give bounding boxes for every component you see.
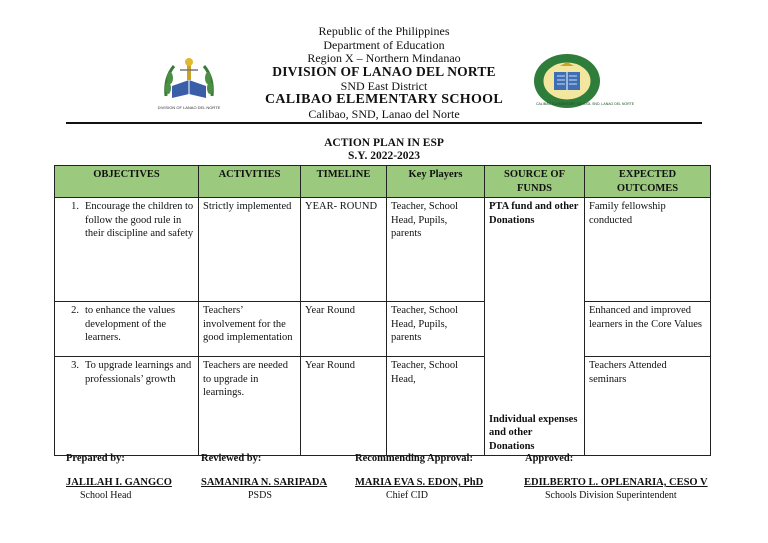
- outcome-cell: Enhanced and improved learners in the Core Values: [585, 302, 711, 357]
- prepared-by-position: School Head: [80, 490, 132, 501]
- activity-cell: Teachers’ involvement for the good implementation: [199, 302, 301, 357]
- recommending-approval-name: MARIA EVA S. EDON, PhD: [355, 477, 484, 488]
- outcome-cell: Family fellowship conducted: [585, 198, 711, 302]
- header-divider: [66, 122, 702, 124]
- objective-text: to enhance the values development of the learners.: [85, 305, 176, 343]
- timeline-cell: YEAR- ROUND: [301, 198, 387, 302]
- objective-text: To upgrade learnings and professionals’ growth: [85, 360, 192, 385]
- reviewed-by-position: PSDS: [248, 490, 272, 501]
- timeline-cell: Year Round: [301, 357, 387, 456]
- source-of-funds-cell: [485, 198, 585, 456]
- district-line: SND East District: [340, 79, 428, 93]
- key-players-cell: Teacher, School Head, Pupils, parents: [387, 198, 485, 302]
- school-year: S.Y. 2022-2023: [347, 150, 421, 162]
- row-number: 3.: [71, 360, 79, 371]
- row-number: 2.: [71, 305, 79, 316]
- school-address: Calibao, SND, Lanao del Norte: [308, 107, 460, 121]
- key-players-cell: Teacher, School Head, Pupils, parents: [387, 302, 485, 357]
- col-timeline: TIMELINE: [301, 166, 387, 198]
- table-row: [55, 302, 711, 357]
- col-expected-outcomes: EXPECTED OUTCOMES: [585, 166, 711, 198]
- school-name: CALIBAO ELEMENTARY SCHOOL: [264, 92, 504, 107]
- table-header-row: [55, 166, 711, 198]
- division-name: DIVISION OF LANAO DEL NORTE: [272, 64, 496, 79]
- approved-position: Schools Division Superintendent: [545, 490, 677, 501]
- col-key-players: Key Players: [387, 166, 485, 198]
- region-line: Region X – Northern Mindanao: [307, 51, 461, 65]
- approved-label: Approved:: [525, 453, 574, 464]
- division-logo-caption: DIVISION OF LANAO DEL NORTE: [157, 105, 221, 110]
- objective-cell: [55, 198, 199, 302]
- col-objectives: OBJECTIVES: [55, 166, 199, 198]
- activity-cell: Strictly implemented: [199, 198, 301, 302]
- row-number: 1.: [71, 201, 79, 212]
- reviewed-by-name: SAMANIRA N. SARIPADA: [201, 477, 328, 488]
- recommending-approval-label: Recommending Approval:: [355, 453, 473, 464]
- outcome-cell: Teachers Attended seminars: [585, 357, 711, 456]
- funds-bottom-text: Individual expenses and other Donations: [489, 413, 578, 452]
- prepared-by-label: Prepared by:: [66, 453, 125, 464]
- school-seal-text: CALIBAO ELEMENTARY SCHOOL SND, LANAO DEL NORTE: [536, 102, 635, 106]
- republic-line: Republic of the Philippines: [318, 24, 450, 38]
- document-title: ACTION PLAN IN ESP: [324, 137, 444, 149]
- prepared-by-name: JALILAH I. GANGCO: [66, 477, 172, 488]
- objective-text: Encourage the children to follow the good rule in their discipline and safety: [85, 201, 194, 239]
- department-line: Department of Education: [323, 38, 445, 52]
- table-row: [55, 198, 711, 302]
- timeline-cell: Year Round: [301, 302, 387, 357]
- activity-cell: Teachers are needed to upgrade in learnings.: [199, 357, 301, 456]
- objective-cell: [55, 302, 199, 357]
- objective-cell: [55, 357, 199, 456]
- table-row: [55, 357, 711, 456]
- approved-name: EDILBERTO L. OPLENARIA, CESO V: [524, 477, 708, 488]
- reviewed-by-label: Reviewed by:: [201, 453, 262, 464]
- col-source-of-funds: SOURCE OF FUNDS: [485, 166, 585, 198]
- key-players-cell: Teacher, School Head,: [387, 357, 485, 456]
- col-activities: ACTIVITIES: [199, 166, 301, 198]
- action-plan-table: [54, 165, 711, 456]
- funds-top-text: PTA fund and other Donations: [489, 201, 579, 226]
- recommending-approval-position: Chief CID: [386, 490, 428, 501]
